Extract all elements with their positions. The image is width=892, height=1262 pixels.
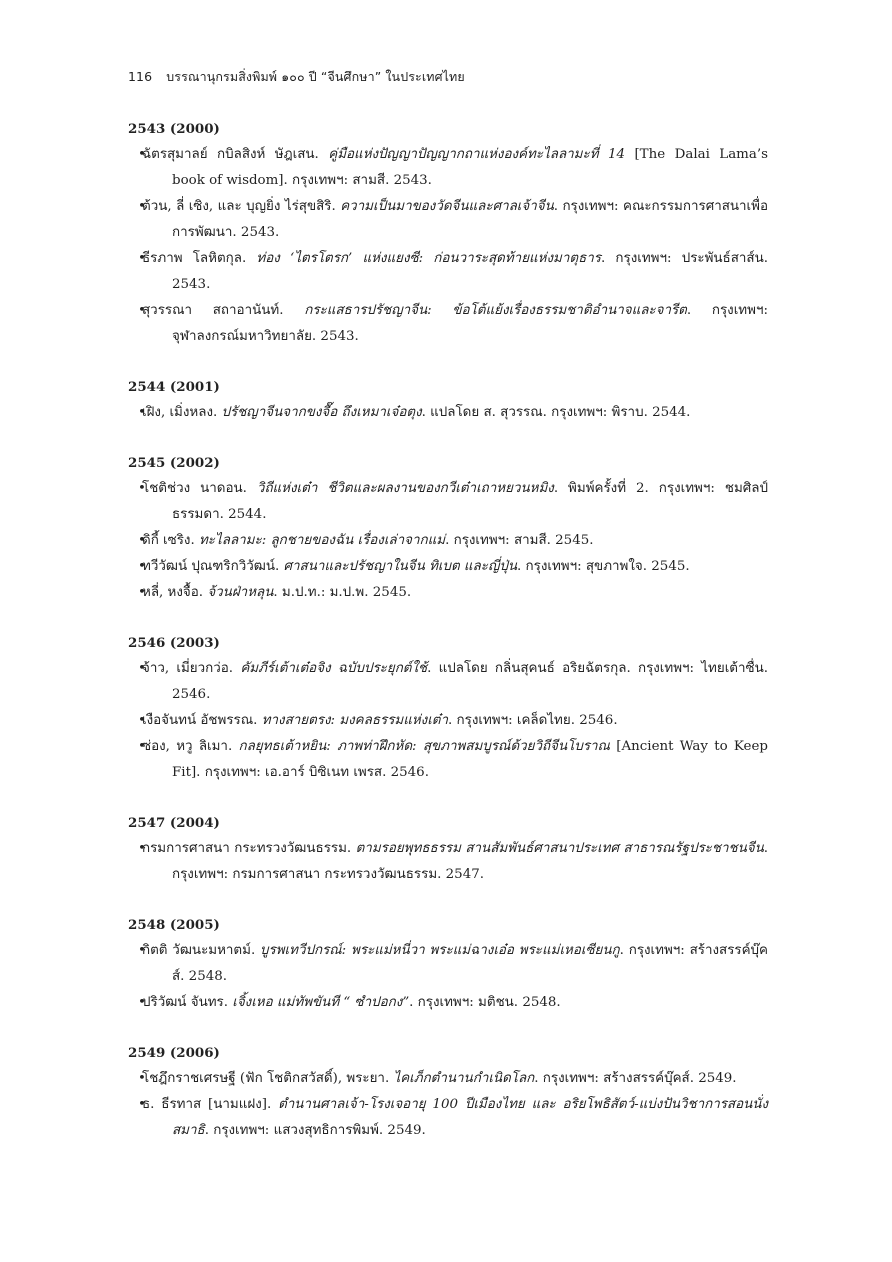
year-heading: 2547 (2004)	[128, 815, 220, 831]
entry-author: เฝิง, เมิ่งหลง.	[142, 405, 222, 420]
year-heading: 2546 (2003)	[128, 635, 220, 651]
bibliography-entry	[128, 938, 768, 990]
entry-title: กระแสธารปรัชญาจีน: ข้อโต้แย้งเรื่องธรรมชาติอำนาจและจารีต	[304, 303, 687, 318]
entry-list	[128, 656, 768, 786]
bibliography-entry	[128, 656, 768, 708]
entry-title: คัมภีร์เต้าเต๋อจิง ฉบับประยุกต์ใช้	[240, 661, 428, 676]
year-heading: 2545 (2002)	[128, 455, 220, 471]
entry-author: จ้าว, เมี่ยวกว่อ.	[142, 661, 241, 676]
entry-publication: . กรุงเทพฯ: กรมการศาสนา กระทรวงวัฒนธรรม. 2547.	[172, 841, 768, 882]
entry-publication: [Ancient Way to Keep Fit]. กรุงเทพฯ: เอ.อาร์ บิซิเนท เพรส. 2546.	[172, 739, 768, 780]
entry-publication: . กรุงเทพฯ: สามสี. 2545.	[445, 533, 594, 548]
entry-author: ปริวัฒน์ จันทร.	[142, 995, 233, 1010]
entry-author: ธีรภาพ โลหิตกุล.	[142, 251, 257, 266]
entry-list	[128, 476, 768, 606]
entry-list	[128, 400, 768, 426]
entry-publication: . กรุงเทพฯ: สุขภาพใจ. 2545.	[517, 559, 690, 574]
entry-title: เจิ้งเหอ แม่ทัพขันที “ ซำปอกง”	[232, 995, 410, 1010]
page-header	[128, 64, 465, 90]
entry-list	[128, 836, 768, 888]
entry-publication: . กรุงเทพฯ: เคล็ดไทย. 2546.	[448, 713, 618, 728]
bibliography-entry	[128, 554, 768, 580]
bibliography-entry	[128, 246, 768, 298]
entry-author: ฉัตรสุมาลย์ กบิลสิงห์ ษัฎเสน.	[142, 147, 329, 162]
bibliography-entry	[128, 734, 768, 786]
entry-title: บูรพเทวีปกรณ์: พระแม่หนี่วา พระแม่ฉางเอ๋อ พระแม่เหอเซียนกู	[260, 943, 620, 958]
bibliography-entry	[128, 476, 768, 528]
bibliography-body	[128, 116, 768, 1168]
bibliography-entry	[128, 298, 768, 350]
year-section	[128, 116, 768, 350]
bibliography-entry	[128, 1092, 768, 1144]
bibliography-entry	[128, 708, 768, 734]
entry-publication: . แปลโดย กลิ่นสุคนธ์ อริยฉัตรกุล. กรุงเทพฯ: ไทยเต้าซื่น. 2546.	[172, 661, 768, 702]
entry-list	[128, 1066, 768, 1144]
bibliography-entry	[128, 194, 768, 246]
entry-publication: . กรุงเทพฯ: มติชน. 2548.	[409, 995, 561, 1010]
entry-author: โชฎึกราชเศรษฐี (ฟัก โชติกสวัสดิ์), พระยา.	[142, 1071, 394, 1086]
entry-author: เงือจันทน์ อัชพรรณ.	[142, 713, 262, 728]
entry-author: ธ. ธีรทาส [นามแฝง].	[142, 1097, 279, 1112]
running-title: บรรณานุกรมสิ่งพิมพ์ ๑๐๐ ปี “จีนศึกษา” ในประเทศไทย	[166, 69, 465, 84]
entry-title: วิถีแห่งเต๋า ชีวิตและผลงานของกวีเต๋าเถาหยวนหมิง	[256, 481, 554, 496]
entry-publication: . กรุงเทพฯ: จุฬาลงกรณ์มหาวิทยาลัย. 2543.	[172, 303, 768, 344]
entry-publication: . ม.ป.ท.: ม.ป.พ. 2545.	[273, 585, 412, 600]
entry-publication: . แปลโดย ส. สุวรรณ. กรุงเทพฯ: พิราบ. 2544.	[421, 405, 691, 420]
entry-author: กรมการศาสนา กระทรวงวัฒนธรรม.	[142, 841, 356, 856]
entry-author: สุวรรณา สถาอานันท์.	[142, 303, 305, 318]
entry-author: หลี่, หงจื้อ.	[142, 585, 208, 600]
entry-author: ดิกี้ เซริง.	[142, 533, 199, 548]
year-section	[128, 912, 768, 1016]
year-section	[128, 374, 768, 426]
year-heading: 2549 (2006)	[128, 1045, 220, 1061]
entry-title: ทางสายตรง: มงคลธรรมแห่งเต๋า	[261, 713, 449, 728]
entry-title: กลยุทธเต้าหยิน: ภาพท่าฝึกหัด: สุขภาพสมบูรณ์ด้วยวิถีจีนโบราณ	[238, 739, 610, 754]
bibliography-entry	[128, 1066, 768, 1092]
year-heading: 2543 (2000)	[128, 121, 220, 137]
entry-title: ทะไลลามะ: ลูกชายของฉัน เรื่องเล่าจากแม่	[198, 533, 446, 548]
entry-publication: . กรุงเทพฯ: ประพันธ์สาส์น. 2543.	[172, 251, 769, 292]
entry-publication: . พิมพ์ครั้งที่ 2. กรุงเทพฯ: ชมศิลป์ธรรมดา. 2544.	[172, 481, 768, 522]
year-heading: 2548 (2005)	[128, 917, 220, 933]
entry-publication: . กรุงเทพฯ: คณะกรรมการศาสนาเพื่อการพัฒนา. 2543.	[172, 199, 769, 240]
entry-author: ทวีวัฒน์ ปุณฑริกวิวัฒน์.	[142, 559, 284, 574]
bibliography-entry	[128, 990, 768, 1016]
entry-title: ตำนานศาลเจ้า-โรงเจอายุ 100 ปีเมืองไทย และ อริยโพธิสัตว์-แบ่งปันวิชาการสอนนั่งสมาธิ	[172, 1097, 768, 1138]
entry-title: ท่อง ‘ไตรโตรก’ แห่งแยงซี: ก่อนวาระสุดท้ายแห่งมาตุธาร	[256, 251, 601, 266]
year-section	[128, 450, 768, 606]
entry-author: กิตติ วัฒนะมหาตม์.	[142, 943, 261, 958]
entry-author: โชติช่วง นาดอน.	[142, 481, 257, 496]
entry-author: ต้วน, ลี่ เซิง, และ บุญยิ่ง ไร่สุขสิริ.	[142, 199, 341, 214]
year-section	[128, 630, 768, 786]
entry-title: คู่มือแห่งปัญญาปัญญากถาแห่งองค์ทะไลลามะที่ 14	[328, 147, 626, 162]
entry-title: ตามรอยพุทธธรรม สานสัมพันธ์ศาสนาประเทศ สาธารณรัฐประชาชนจีน	[355, 841, 764, 856]
page-number: 116	[128, 69, 153, 84]
entry-title: ศาสนาและปรัชญาในจีน ทิเบต และญี่ปุ่น	[283, 559, 518, 574]
entry-title: ปรัชญาจีนจากขงจื๊อ ถึงเหมาเจ๋อตุง	[221, 405, 422, 420]
entry-title: จ้วนฝ่าหลุน	[207, 585, 274, 600]
entry-publication: . กรุงเทพฯ: แสวงสุทธิการพิมพ์. 2549.	[204, 1123, 426, 1138]
year-heading: 2544 (2001)	[128, 379, 220, 395]
year-section	[128, 810, 768, 888]
entry-publication: [The Dalai Lama’s book of wisdom]. กรุงเทพฯ: สามสี. 2543.	[172, 147, 768, 188]
entry-title: ไคเภ็กตำนานกำเนิดโลก	[393, 1071, 535, 1086]
entry-title: ความเป็นมาของวัดจีนและศาลเจ้าจีน	[340, 199, 554, 214]
entry-list	[128, 938, 768, 1016]
bibliography-entry	[128, 142, 768, 194]
entry-publication: . กรุงเทพฯ: สร้างสรรค์บุ๊คส์. 2549.	[534, 1071, 737, 1086]
entry-publication: . กรุงเทพฯ: สร้างสรรค์บุ๊คส์. 2548.	[172, 943, 769, 984]
bibliography-entry	[128, 836, 768, 888]
year-section	[128, 1040, 768, 1144]
bibliography-entry	[128, 580, 768, 606]
entry-list	[128, 142, 768, 350]
bibliography-entry	[128, 528, 768, 554]
bibliography-entry	[128, 400, 768, 426]
entry-author: ซ่อง, หวู ลิเมา.	[142, 739, 239, 754]
